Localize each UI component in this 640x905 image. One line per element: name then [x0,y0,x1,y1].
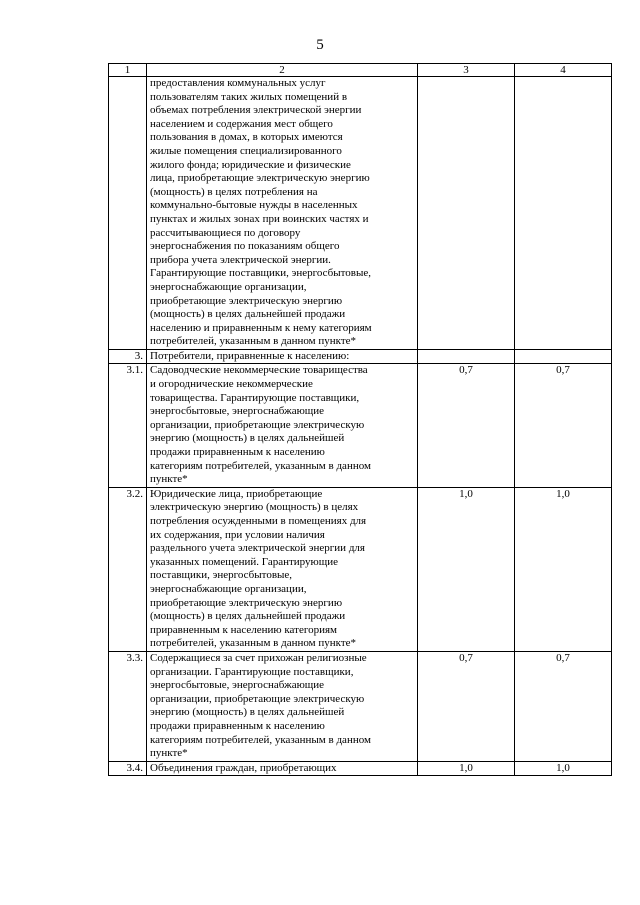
row-value-col4: 1,0 [515,487,612,651]
row-description [147,364,418,487]
description-line: энергосбытовые, энергоснабжающие [150,405,325,418]
row-value-col3 [418,349,515,364]
row-value-col3 [418,77,515,350]
description-line: (мощность) в целях дальнейшей продажи [150,610,346,623]
description-line: пунктах и жилых зонах при воинских частях и [150,212,369,225]
description-line: продажи приравненным к населению [150,719,325,732]
description-line: предоставления коммунальных услуг [150,77,326,89]
description-line: организации, приобретающие электрическую [150,418,365,431]
description-line: организации, приобретающие электрическую [150,692,365,705]
table-row [109,364,612,487]
description-line: коммунально-бытовые нужды в населенных [150,199,358,212]
table-row [109,349,612,364]
description-line: энергоснабжения по показаниям общего [150,240,340,253]
header-cell: 4 [515,64,612,77]
row-value-col4 [515,349,612,364]
row-description [147,349,418,364]
row-number: 3.1. [109,364,147,487]
description-line: населением и содержания мест общего [150,117,333,130]
table-row [109,487,612,651]
description-line: поставщики, энергосбытовые, [150,569,293,582]
description-line: организации. Гарантирующие поставщики, [150,665,354,678]
description-line: жилого фонда; юридические и физические [150,158,351,171]
row-number: 3.4. [109,761,147,776]
row-number: 3. [109,349,147,364]
description-line: их содержания, при условии наличия [150,528,325,541]
description-line: энергосбытовые, энергоснабжающие [150,679,325,692]
description-line: Садоводческие некоммерческие товарищества [150,364,368,377]
row-number [109,77,147,350]
description-line: Содержащиеся за счет прихожан религиозные [150,651,367,664]
row-value-col3: 0,7 [418,651,515,761]
description-line: Потребители, приравненные к населению: [150,349,350,362]
row-value-col4 [515,77,612,350]
description-line: Гарантирующие поставщики, энергосбытовые, [150,267,372,280]
row-value-col3: 0,7 [418,364,515,487]
description-line: пункте* [150,747,188,760]
description-line: населению и приравненным к нему категориям [150,321,372,334]
description-line: потребителей, указанным в данном пункте* [150,637,357,650]
description-line: товарищества. Гарантирующие поставщики, [150,391,360,404]
description-line: (мощность) в целях потребления на [150,185,318,198]
description-line: пользователям таких жилых помещений в [150,90,348,103]
row-description [147,651,418,761]
description-line: прибора учета электрической энергии. [150,253,331,266]
description-line: приобретающие электрическую энергию [150,596,343,609]
row-value-col4: 0,7 [515,651,612,761]
description-line: рассчитывающиеся по договору [150,226,301,239]
table-row [109,651,612,761]
row-number: 3.2. [109,487,147,651]
description-line: энергоснабжающие организации, [150,582,307,595]
row-value-col4: 1,0 [515,761,612,776]
table-header-row [109,64,612,77]
table-row [109,77,612,350]
tariff-table [108,63,612,776]
description-line: пункте* [150,473,188,486]
description-line: пользования в домах, в которых имеются [150,131,343,144]
page-number: 5 [316,37,324,53]
description-line: приобретающие электрическую энергию [150,294,343,307]
row-description [147,761,418,776]
description-line: энергоснабжающие организации, [150,280,307,293]
row-description [147,77,418,350]
header-cell: 2 [147,64,418,77]
description-line: (мощность) в целях дальнейшей продажи [150,308,346,321]
row-value-col4: 0,7 [515,364,612,487]
description-line: энергию (мощность) в целях дальнейшей [150,706,345,719]
description-line: потребителей, указанным в данном пункте* [150,335,357,348]
description-line: и огороднические некоммерческие [150,378,313,391]
header-cell: 3 [418,64,515,77]
description-line: объемах потребления электрической энергии [150,104,362,117]
row-number: 3.3. [109,651,147,761]
description-line: лица, приобретающие электрическую энергию [150,172,370,185]
description-line: потребления осужденными в помещениях для [150,515,367,527]
row-description [147,487,418,651]
description-line: Объединения граждан, приобретающих [150,761,337,774]
table-row [109,761,612,776]
description-line: раздельного учета электрической энергии для [150,542,365,555]
row-value-col3: 1,0 [418,761,515,776]
description-line: категориям потребителей, указанным в данном [150,733,371,746]
description-line: электрическую энергию (мощность) в целях [150,501,359,514]
description-line: указанных помещений. Гарантирующие [150,555,338,568]
description-line: категориям потребителей, указанным в данном [150,459,371,472]
row-value-col3: 1,0 [418,487,515,651]
description-line: энергию (мощность) в целях дальнейшей [150,432,345,445]
description-line: жилые помещения специализированного [150,144,342,157]
header-cell: 1 [109,64,147,77]
description-line: продажи приравненным к населению [150,446,325,459]
description-line: Юридические лица, приобретающие [150,487,323,500]
description-line: приравненным к населению категориям [150,623,337,636]
